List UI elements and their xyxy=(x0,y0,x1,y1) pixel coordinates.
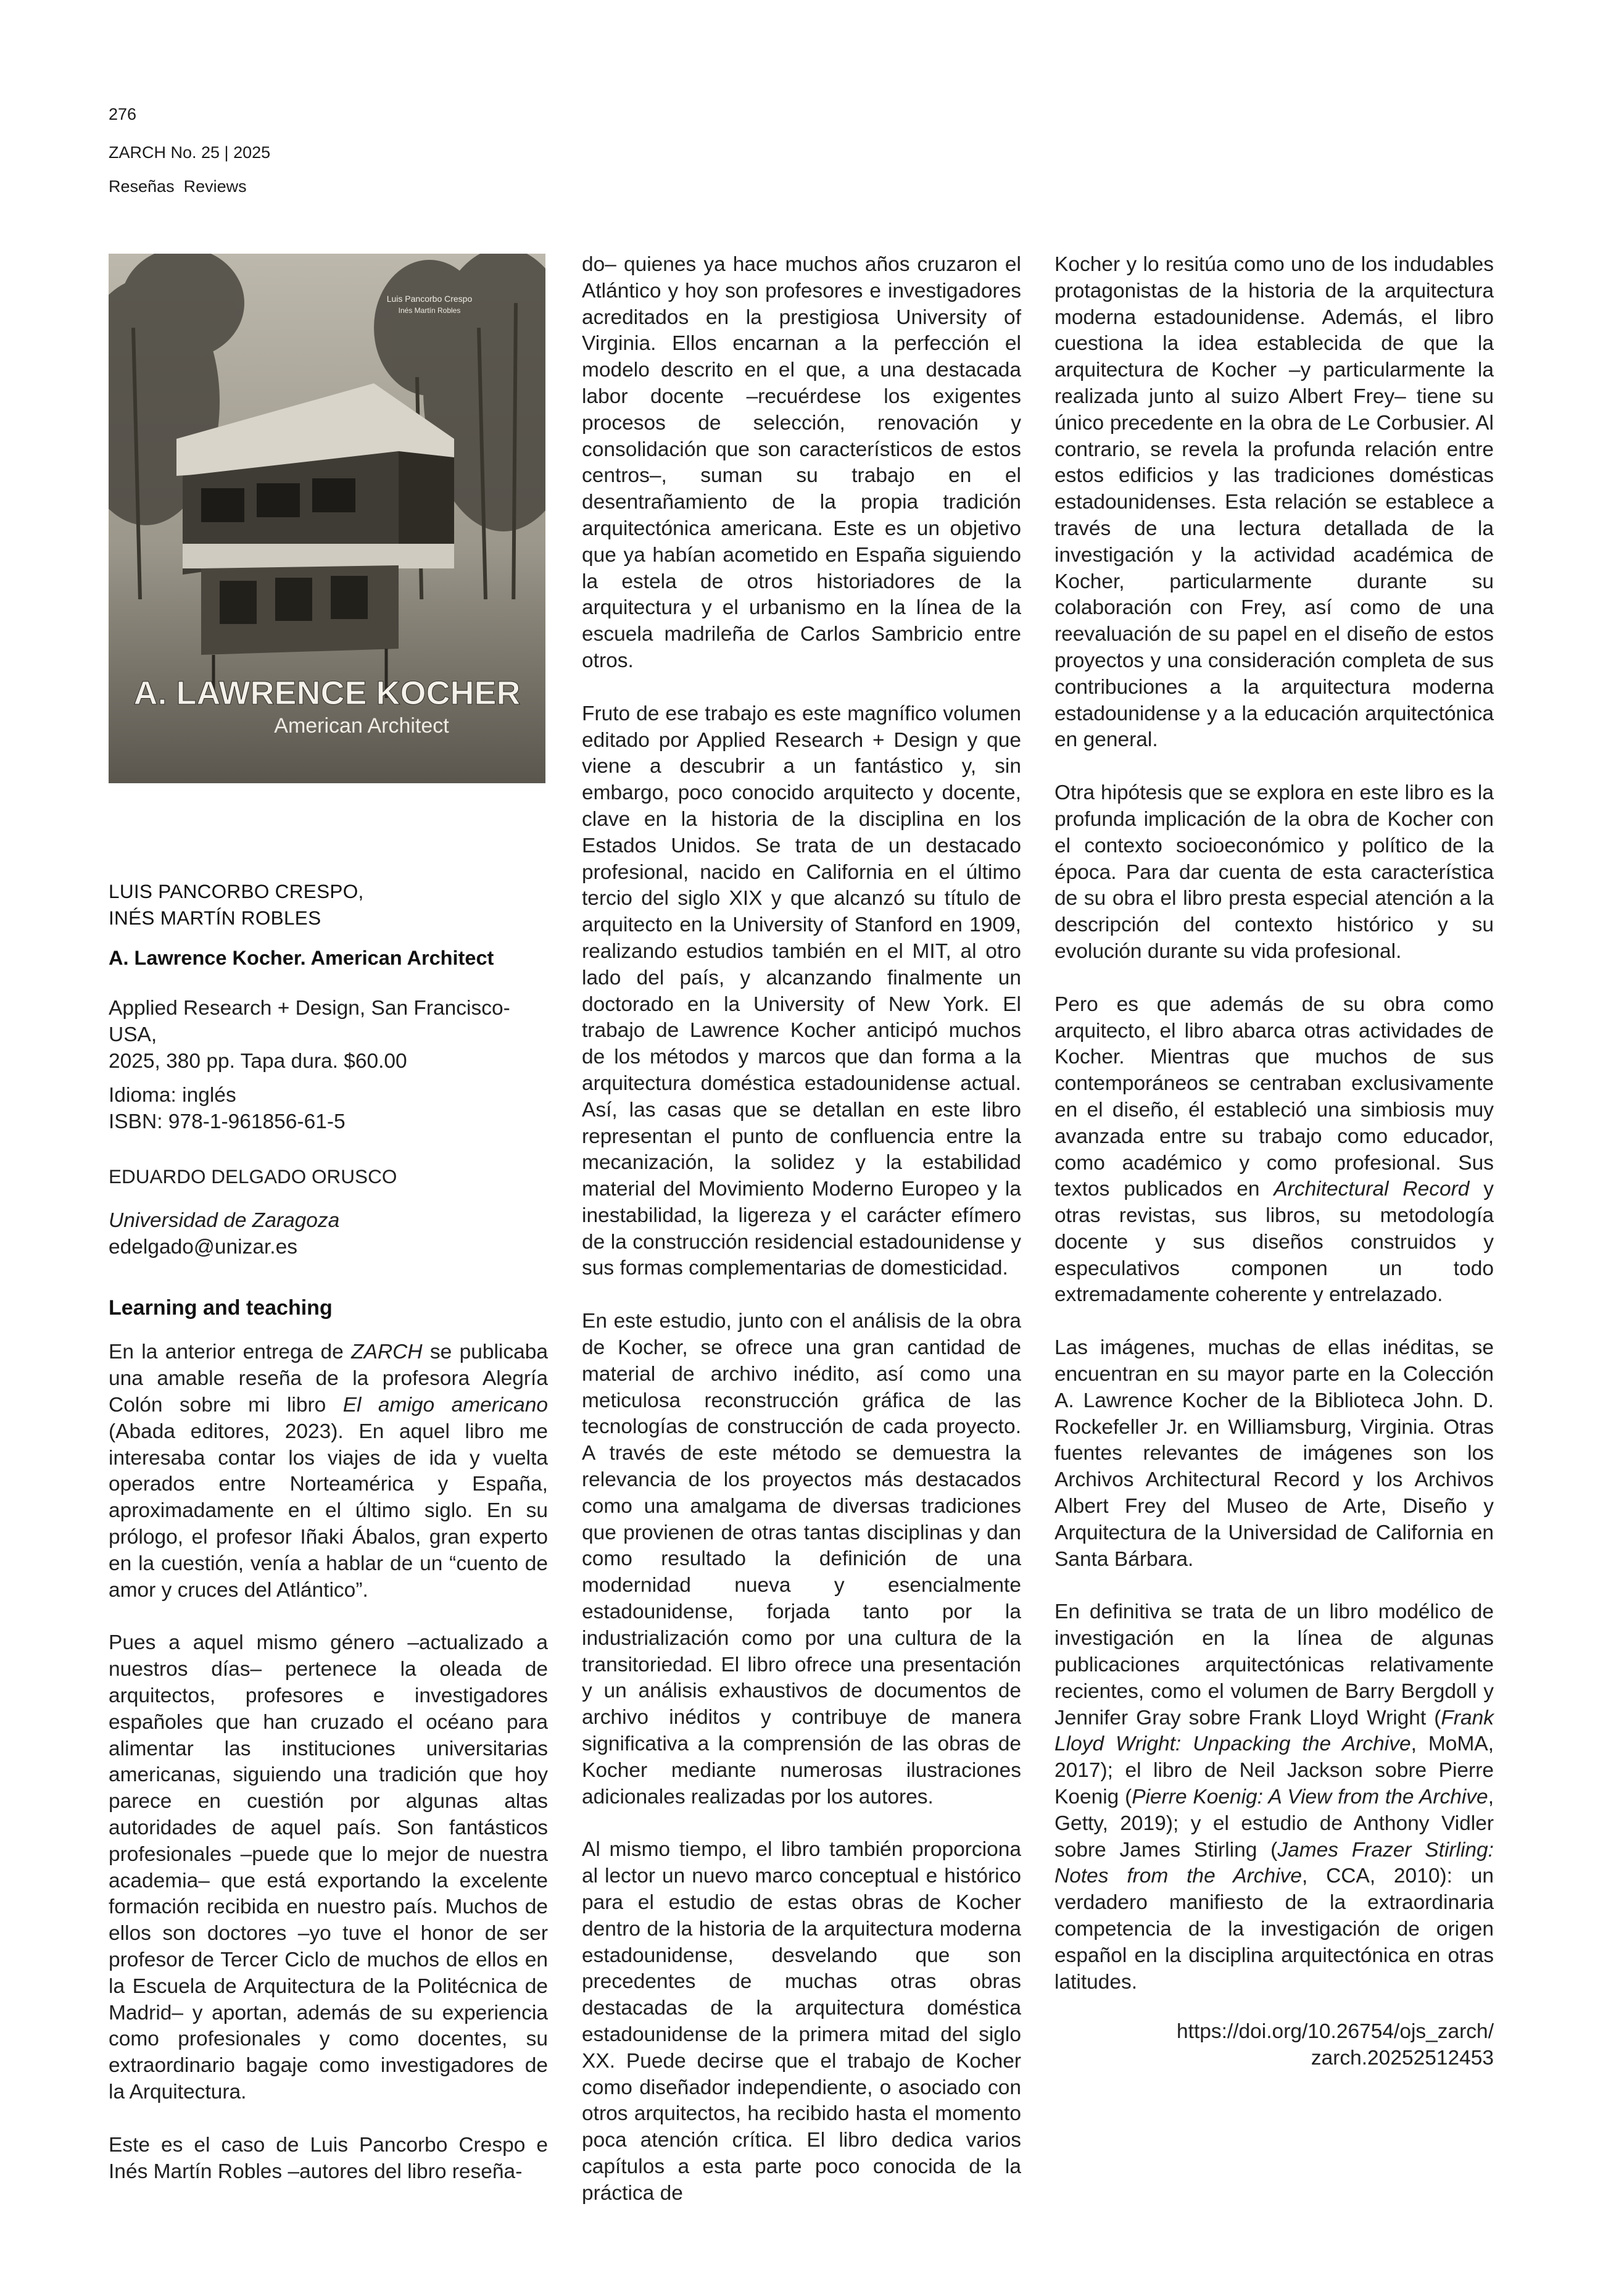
book-publisher-line1: Applied Research + Design, San Francisco-USA, xyxy=(109,996,510,1046)
paragraph-5: En este estudio, junto con el análisis de la obra de Kocher, se ofrece una gran cantidad de material de archivo inédito, así como una meticulosa reconstrucción gráfica de las tecnologías de construcción de cada proyecto. A través de este método se demuestra la relevancia de los proyectos más destacados como una amalgama de diversas tradiciones que provienen de otras tantas disciplinas y dan como resultado la definición de una modernidad nueva y esencialmente estadounidense, forjada tanto por la industrialización como por una cultura de la transitoriedad. El libro ofrece una presentación y un análisis exhaustivos de documentos de archivo inéditos y contribuye de manera significativa a la comprensión de las obras de Kocher mediante numerosas ilustraciones adicionales realizadas por los autores. xyxy=(582,1310,1021,1808)
section-heading: Learning and teaching xyxy=(109,1296,333,1320)
reviewer-affiliation xyxy=(109,1207,548,1260)
paragraph-8-text-a: Pero es que además de su obra como arquitecto, el libro abarca otras actividades de Kocher. Mientras que muchos de sus contemporáneos se centraban exclusivamente en el diseño, él estableció una simbiosis muy avanzada entre su trabajo como educador, como académico y como profesional. Sus textos publicados en xyxy=(1054,992,1494,1201)
paragraph-10 xyxy=(1054,1599,1494,1995)
paragraph-9: Las imágenes, muchas de ellas inéditas, se encuentran en su mayor parte en la Colección A. Lawrence Kocher de la Biblioteca John. D. Rockefeller Jr. en Williamsburg, Virginia. Otras fuentes relevantes de imágenes son los Archivos Architectural Record y los Archivos Albert Frey del Museo de Arte, Diseño y Arquitectura de la Universidad de California en Santa Bárbara. xyxy=(1054,1336,1494,1571)
book-publisher-line2: 2025, 380 pp. Tapa dura. $60.00 xyxy=(109,1049,407,1073)
paragraph-8 xyxy=(1054,992,1494,1309)
cover-authors-line2: Inés Martín Robles xyxy=(398,306,461,315)
book-authors xyxy=(109,878,548,931)
book-language: Idioma: inglés xyxy=(109,1083,236,1107)
paragraph-1-book-title: El amigo americano xyxy=(342,1393,548,1416)
paragraph-3: Este es el caso de Luis Pancorbo Crespo e Inés Martín Robles –autores del libro reseña- xyxy=(109,2133,548,2183)
cover-authors-line1: Luis Pancorbo Crespo xyxy=(386,294,473,304)
book-title: A. Lawrence Kocher. American Architect xyxy=(109,947,494,969)
book-authors-line1: LUIS PANCORBO CRESPO, xyxy=(109,880,364,902)
paragraph-6: Al mismo tiempo, el libro también proporciona al lector un nuevo marco conceptual e histórico para el estudio de estas obras de Kocher dentro de la historia de la arquitectura moderna estadounidense, desvelando que son precedentes de muchas otras obras destacadas de la arquitectura doméstica estadounidense de la primera mitad del siglo XX. Puede decirse que el trabajo de Kocher como diseñador independiente, o asociado con otros arquitectos, ha recibido hasta el momento poca atención crítica. El libro dedica varios capítulos a esta parte poco conocida de la práctica de xyxy=(582,1838,1021,2205)
paragraph-1-text-c: se publicaba una amable reseña de la profesora Alegría Colón sobre mi libro xyxy=(109,1341,549,1416)
paragraph-1 xyxy=(109,1339,548,1603)
doi-link[interactable] xyxy=(1054,2018,1494,2071)
reviewer-name: EDUARDO DELGADO ORUSCO xyxy=(109,1165,397,1188)
paragraph-10-text-g: , CCA, 2010): un verdadero manifiesto de la extraordinaria competencia de la investigación de origen español en la disciplina arquitectónica en otras latitudes. xyxy=(1054,1865,1494,1994)
paragraph-3-continued: do– quienes ya hace muchos años cruzaron el Atlántico y hoy son profesores e investigadores acreditados en la prestigiosa University of Virginia. Ellos encarnan a la perfección el modelo descrito en el que, a una destacada labor docente –recuérdese los exigentes procesos de selección, renovación y consolidación que son característicos de estos centros–, suman su trabajo en el desentrañamiento de la propia tradición arquitectónica americana. Este es un objetivo que ya habían acometido en España siguiendo la estela de otros historiadores de la arquitectura y el urbanismo en la línea de la escuela madrileña de Carlos Sambricio entre otros. xyxy=(582,253,1021,672)
reviewer-email[interactable]: edelgado@unizar.es xyxy=(109,1235,297,1258)
page-number: 276 xyxy=(109,105,137,123)
book-cover xyxy=(109,254,545,783)
paragraph-2: Pues a aquel mismo género –actualizado a nuestros días– pertenece la oleada de arquitectos, profesores e investigadores españoles que han cruzado el océano para alimentar las instituciones universitarias americanas, siguiendo una tradición que hoy parece en cuestión por algunas altas autoridades de aquel país. Son fantásticos profesionales –puede que lo mejor de nuestra academia– que está exportando la excelente formación recibida en nuestro país. Muchos de ellos son doctores –yo tuve el honor de ser profesor de Tercer Ciclo de muchos de ellos en la Escuela de Arquitectura de la Politécnica de Madrid– y aportan, además de su experiencia como profesionales y como docentes, su extraordinario bagaje como investigadores de la Arquitectura. xyxy=(109,1631,548,2103)
paragraph-6-continued: Kocher y lo resitúa como uno de los indudables protagonistas de la historia de la arquitectura moderna estadounidense. Además, el libro cuestiona la idea establecida de que la arquitectura de Kocher –y particularmente la realizada junto al suizo Albert Frey– tiene su único precedente en la obra de Le Corbusier. Al contrario, se revela la profunda relación entre estos edificios y las tradiciones domésticas estadounidenses. Esta relación se establece a través de una lectura detallada de la investigación y la actividad académica de Kocher, particularmente durante su colaboración con Frey, así como de una reevaluación de su papel en el diseño de estos proyectos y una consideración completa de sus contribuciones a la arquitectura moderna estadounidense y a la educación arquitectónica en general. xyxy=(1054,253,1494,752)
doi-line1[interactable]: https://doi.org/10.26754/ojs_zarch/ xyxy=(1177,2020,1494,2044)
column-3 xyxy=(1054,252,1494,2071)
paragraph-10-title-wright: Frank Lloyd Wright: Unpacking the Archive xyxy=(1054,1706,1494,1756)
paragraph-4: Fruto de ese trabajo es este magnífico volumen editado por Applied Research + Design y que viene a descubrir a un fantástico y, sin embargo, poco conocido arquitecto y docente, clave en la historia de la disciplina en los Estados Unidos. Se trata de un destacado profesional, nacido en California en el último tercio del siglo XIX y que alcanzó su título de arquitecto en la University of Stanford en 1909, realizando estudios también en el MIT, al otro lado del país, y alcanzando finalmente un doctorado en la University of New York. El trabajo de Lawrence Kocher anticipó muchos de los métodos y marcos que dan forma a la arquitectura doméstica estadounidense actual. Así, las casas que se detallan en este libro representan el punto de confluencia entre la mecanización, la solidez y la estabilidad material del Movimiento Moderno Europeo y la inestabilidad, la ligereza y el carácter efímero de la construcción residencial estadounidense y sus formas complementarias de domesticidad. xyxy=(582,702,1021,1280)
book-authors-line2: INÉS MARTÍN ROBLES xyxy=(109,907,321,929)
book-cover-photo xyxy=(109,254,545,783)
paragraph-10-text-a: En definitiva se trata de un libro modélico de investigación en la línea de algunas publicaciones arquitectónicas relativamente recientes, como el volumen de Barry Bergdoll y Jennifer Gray sobre Frank Lloyd Wright ( xyxy=(1054,1600,1494,1729)
paragraph-10-title-stirling: James Frazer Stirling: Notes from the Archive xyxy=(1054,1838,1494,1888)
paragraph-10-text-e: , Getty, 2019); y el estudio de Anthony Vidler sobre James Stirling ( xyxy=(1054,1786,1494,1861)
paragraph-1-journal-name: ZARCH xyxy=(351,1341,423,1364)
book-isbn: ISBN: 978-1-961856-61-5 xyxy=(109,1110,346,1133)
paragraph-10-text-c: , MoMA, 2017); el libro de Neil Jackson sobre Pierre Koenig ( xyxy=(1054,1732,1494,1809)
paragraph-8-text-c: y otras revistas, sus libros, su metodología docente y sus diseños construidos y especulativos componen un todo extremadamente coherente y entrelazado. xyxy=(1054,1178,1494,1307)
journal-issue: ZARCH No. 25 | 2025 xyxy=(109,143,271,162)
paragraph-7: Otra hipótesis que se explora en este libro es la profunda implicación de la obra de Kocher con el contexto socioeconómico y político de la época. Para dar cuenta de esta característica de su obra el libro presta especial atención a la descripción del contexto histórico y su evolución durante su vida profesional. xyxy=(1054,781,1494,963)
paragraph-1-text-a: En la anterior entrega de xyxy=(109,1341,352,1364)
paragraph-1-text-e: (Abada editores, 2023). En aquel libro me interesaba contar los viajes de ida y vuelta operados entre Norteamérica y España, aproximadamente en el último siglo. En su prólogo, el profesor Iñaki Ábalos, gran experto en la cuestión, venía a hablar de un “cuento de amor y cruces del Atlántico”. xyxy=(109,1420,548,1602)
doi-line2[interactable]: zarch.20252512453 xyxy=(1311,2047,1494,2070)
column-2 xyxy=(582,252,1021,2234)
cover-title: A. LAWRENCE KOCHER xyxy=(133,675,521,712)
column-1 xyxy=(109,878,548,2211)
cover-subtitle: American Architect xyxy=(274,714,449,738)
paragraph-10-title-koenig: Pierre Koenig: A View from the Archive xyxy=(1132,1786,1488,1809)
paragraph-8-magazine-name: Architectural Record xyxy=(1274,1178,1470,1201)
section-label: Reseñas Reviews xyxy=(109,177,247,196)
reviewer-institution: Universidad de Zaragoza xyxy=(109,1208,340,1232)
book-publication-info xyxy=(109,995,548,1135)
